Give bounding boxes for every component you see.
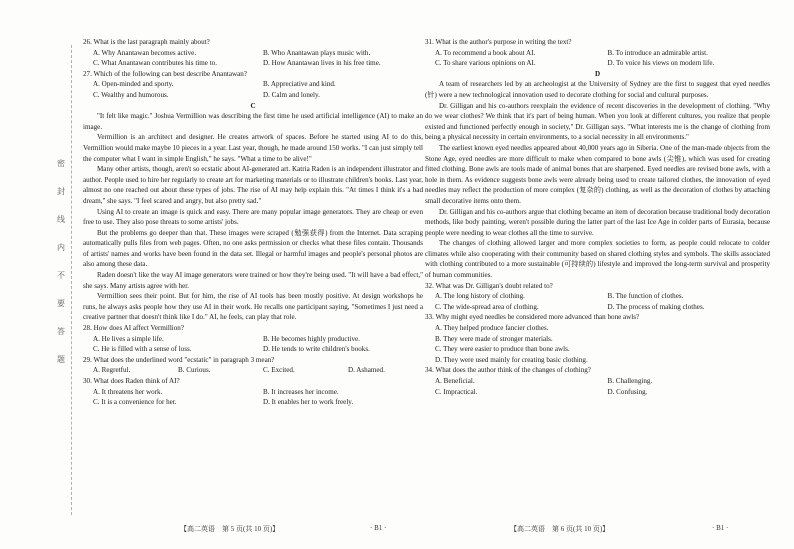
options-row bbox=[425, 48, 770, 59]
question-stem: 30. What does Raden think of AI? bbox=[83, 377, 180, 385]
option: D. They were used mainly for creating basic clothing. bbox=[435, 355, 588, 364]
option: A. Why Anantawan becomes active. bbox=[93, 48, 197, 57]
option: C. Excited. bbox=[263, 366, 295, 375]
options-row bbox=[425, 58, 770, 69]
passage-paragraph: Using AI to create an image is quick and easy. There are many popular image generators. They are cheap or even free to use. They also pose threats to some artists' jobs. bbox=[83, 207, 423, 227]
option: A. The long history of clothing. bbox=[435, 292, 525, 301]
binding-char: 答 bbox=[57, 327, 65, 336]
passage-paragraph: Dr. Gilligan and his co-authors argue that clothing became an item of decoration because traditional body decoration methods, like body painting, weren't possible during the latter part of the last Ice Age in colder parts of Eurasia, because people were needing to wear clothes all the time to survive. bbox=[425, 207, 770, 237]
option: A. He lives a simple life. bbox=[93, 334, 164, 343]
passage-letter: C bbox=[250, 101, 256, 110]
options-row bbox=[83, 397, 423, 408]
passage-paragraph: The earliest known eyed needles appeared about 40,000 years ago in Siberia. One of the man-made objects from the Stone Age, eyed needles are more difficult to make when compared to bone awls (尖锥), which was used for creating fitted clothing. Bone awls are tools made of animal bones that are sharpened. Eyed needles are revised bone awls, with a hole in them. As evidence suggests bone awls were already being used to create tailored clothes, the innovation of eyed needles may reflect the production of more complex (复杂的) clothing, as well as the decoration of clothes by attaching small decorative items onto them. bbox=[425, 143, 770, 205]
option: B. To introduce an admirable artist. bbox=[607, 48, 708, 57]
option: D. To voice his views on modern life. bbox=[607, 59, 715, 68]
binding-char: 内 bbox=[57, 243, 65, 252]
passage-paragraph: Raden doesn't like the way AI image generators were trained or how they're being used. "It will have a bad effect," she says. Many artists agree with her. bbox=[83, 271, 423, 290]
option: A. Open-minded and sporty. bbox=[93, 80, 174, 89]
binding-divider bbox=[71, 45, 72, 515]
option: A. It threatens her work. bbox=[93, 387, 163, 396]
question-stem: 31. What is the author's purpose in writing the text? bbox=[425, 38, 572, 46]
option: B. They were made of stronger materials. bbox=[435, 334, 553, 343]
question-stem: 26. What is the last paragraph mainly about? bbox=[83, 38, 210, 46]
page-footer: 【高二英语 第 5 页(共 10 页)】 bbox=[180, 525, 280, 533]
left-column bbox=[83, 37, 423, 408]
option: B. Challenging. bbox=[607, 377, 653, 385]
passage-paragraph: Vermillion is an architect and designer. He creates artwork of spaces. Before he started using AI to do this, Vermillion would make maybe 10 pieces in a year. Last year, though, he made around 150 works. "I can just simply tell the computer what I want in simple English," he says. "What a time to be alive!" bbox=[83, 133, 423, 163]
right-column bbox=[425, 37, 770, 397]
option: C. Impractical. bbox=[435, 387, 478, 396]
option: B. It increases her income. bbox=[263, 387, 339, 396]
passage-paragraph: Vermillion sees their point. But for him, the rise of AI tools has been mostly positive. At design workshops he runs, he always asks people how they use AI in their work. He recalls one participant saying, "Sometimes I just need a creative partner that doesn't think like I do." AI, he feels, can play that role. bbox=[83, 292, 423, 322]
question-stem: 28. How does AI affect Vermillion? bbox=[83, 324, 184, 333]
option: D. Ashamed. bbox=[348, 366, 385, 375]
page-code: · B1 · bbox=[370, 524, 387, 532]
passage-paragraph: Dr. Gilligan and his co-authors reexplain the evidence of recent discoveries in the development of clothing. "Why do we wear clothes? We think that it's part of being human. When you look at different cultures, you realize that people existed and functioned perfectly enough in society," Dr. Gilligan says. "What interests me is the change of clothing from being a physical necessity in certain environments, to a social necessity in all environments." bbox=[425, 101, 770, 142]
question-stem: 33. Why might eyed needles be considered more advanced than bone awls? bbox=[425, 313, 640, 322]
passage-paragraph: A team of researchers led by an archeologist at the University of Sydney are the first to suggest that eyed needles (针) were a new technological innovation used to decorate clothing for social and cultural purposes. bbox=[425, 80, 770, 99]
passage-paragraph: Many other artists, though, aren't so ecstatic about AI-generated art. Katria Raden is an independent illustrator and author. People used to hire her regularly to create art for marketing materials or to illustrate children's books. Last year, almost no one reached out about these types of jobs. The rise of AI may help explain this. "At times I think it's a bad dream," she says. "I feel scared and angry, but also pretty sad." bbox=[83, 165, 423, 205]
passage-paragraph: The changes of clothing allowed larger and more complex societies to form, as people could relocate to colder climates while also cooperating with their community based on shared clothing styles and symbols. The skills associated with clothing contributed to a more sustainable (可持续的) lifestyle and improved the long-term survival and prosperity of human communities. bbox=[425, 239, 770, 280]
passage-paragraph: But the problems go deeper than that. These images were scraped (勉强获得) from the Internet. Data scraping automatically pulls files from web pages. Often, no one asks permission or checks what these files contain. Thousands of artists' names and works have been found in the data set. Illegal or harmful images and people's personal photos are also among these data. bbox=[83, 228, 423, 269]
option: A. Regretful. bbox=[93, 366, 131, 375]
passage-paragraph: "It felt like magic." Joshua Vermillion was describing the first time he used artificial intelligence (AI) to make an image. bbox=[83, 112, 423, 131]
question-stem: 32. What was Dr. Gilligan's doubt related to? bbox=[425, 281, 553, 290]
option: C. It is a convenience for her. bbox=[93, 398, 177, 407]
question-stem: 29. What does the underlined word "ecstatic" in paragraph 3 mean? bbox=[83, 355, 275, 364]
options-row bbox=[83, 365, 423, 376]
options-row bbox=[425, 376, 770, 387]
options-row bbox=[425, 291, 770, 302]
binding-char: 要 bbox=[57, 299, 65, 308]
options-row bbox=[425, 387, 770, 398]
binding-char: 线 bbox=[57, 215, 65, 224]
options-row bbox=[83, 90, 423, 101]
option: C. Wealthy and humorous. bbox=[93, 90, 169, 99]
option: A. Beneficial. bbox=[435, 377, 475, 385]
passage-letter: D bbox=[594, 69, 601, 78]
option: C. He is filled with a sense of loss. bbox=[93, 345, 192, 354]
option: A. They helped produce fancier clothes. bbox=[435, 324, 549, 333]
option: B. Curious. bbox=[178, 366, 211, 375]
binding-char: 不 bbox=[57, 271, 65, 280]
option: A. To recommend a book about AI. bbox=[435, 48, 536, 57]
question-stem: 27. Which of the following can best describe Anantawan? bbox=[83, 69, 247, 78]
options-row bbox=[83, 48, 423, 59]
binding-margin-notice bbox=[54, 160, 68, 384]
binding-char: 封 bbox=[57, 187, 65, 196]
page-footer: 【高二英语 第 6 页(共 10 页)】 bbox=[510, 525, 610, 533]
option: C. To share various opinions on AI. bbox=[435, 59, 536, 68]
option: D. The process of making clothes. bbox=[607, 302, 705, 311]
option: B. Appreciative and kind. bbox=[263, 80, 336, 89]
option: D. He tends to write children's books. bbox=[263, 345, 370, 354]
option: C. What Anantawan contributes his time to. bbox=[93, 59, 217, 68]
option: D. Calm and lonely. bbox=[263, 90, 320, 99]
binding-char: 密 bbox=[57, 159, 65, 168]
binding-char: 题 bbox=[57, 355, 65, 364]
option: B. Who Anantawan plays music with. bbox=[263, 48, 371, 57]
option: B. He becomes highly productive. bbox=[263, 334, 360, 343]
option: C. The wide-spread area of clothing. bbox=[435, 302, 539, 311]
option: D. Confusing. bbox=[607, 387, 648, 396]
question-stem: 34. What does the author think of the changes of clothing? bbox=[425, 366, 591, 375]
options-row bbox=[83, 58, 423, 69]
options-row bbox=[83, 344, 423, 355]
option: B. The function of clothes. bbox=[607, 292, 684, 301]
options-row bbox=[83, 79, 423, 90]
option: D. How Anantawan lives in his free time. bbox=[263, 59, 381, 68]
option: D. It enables her to work freely. bbox=[263, 398, 354, 407]
options-row bbox=[83, 387, 423, 398]
page-code: · B1 · bbox=[712, 524, 729, 532]
option: C. They were easier to produce than bone awls. bbox=[435, 345, 570, 354]
options-row bbox=[83, 334, 423, 345]
options-row bbox=[425, 302, 770, 313]
